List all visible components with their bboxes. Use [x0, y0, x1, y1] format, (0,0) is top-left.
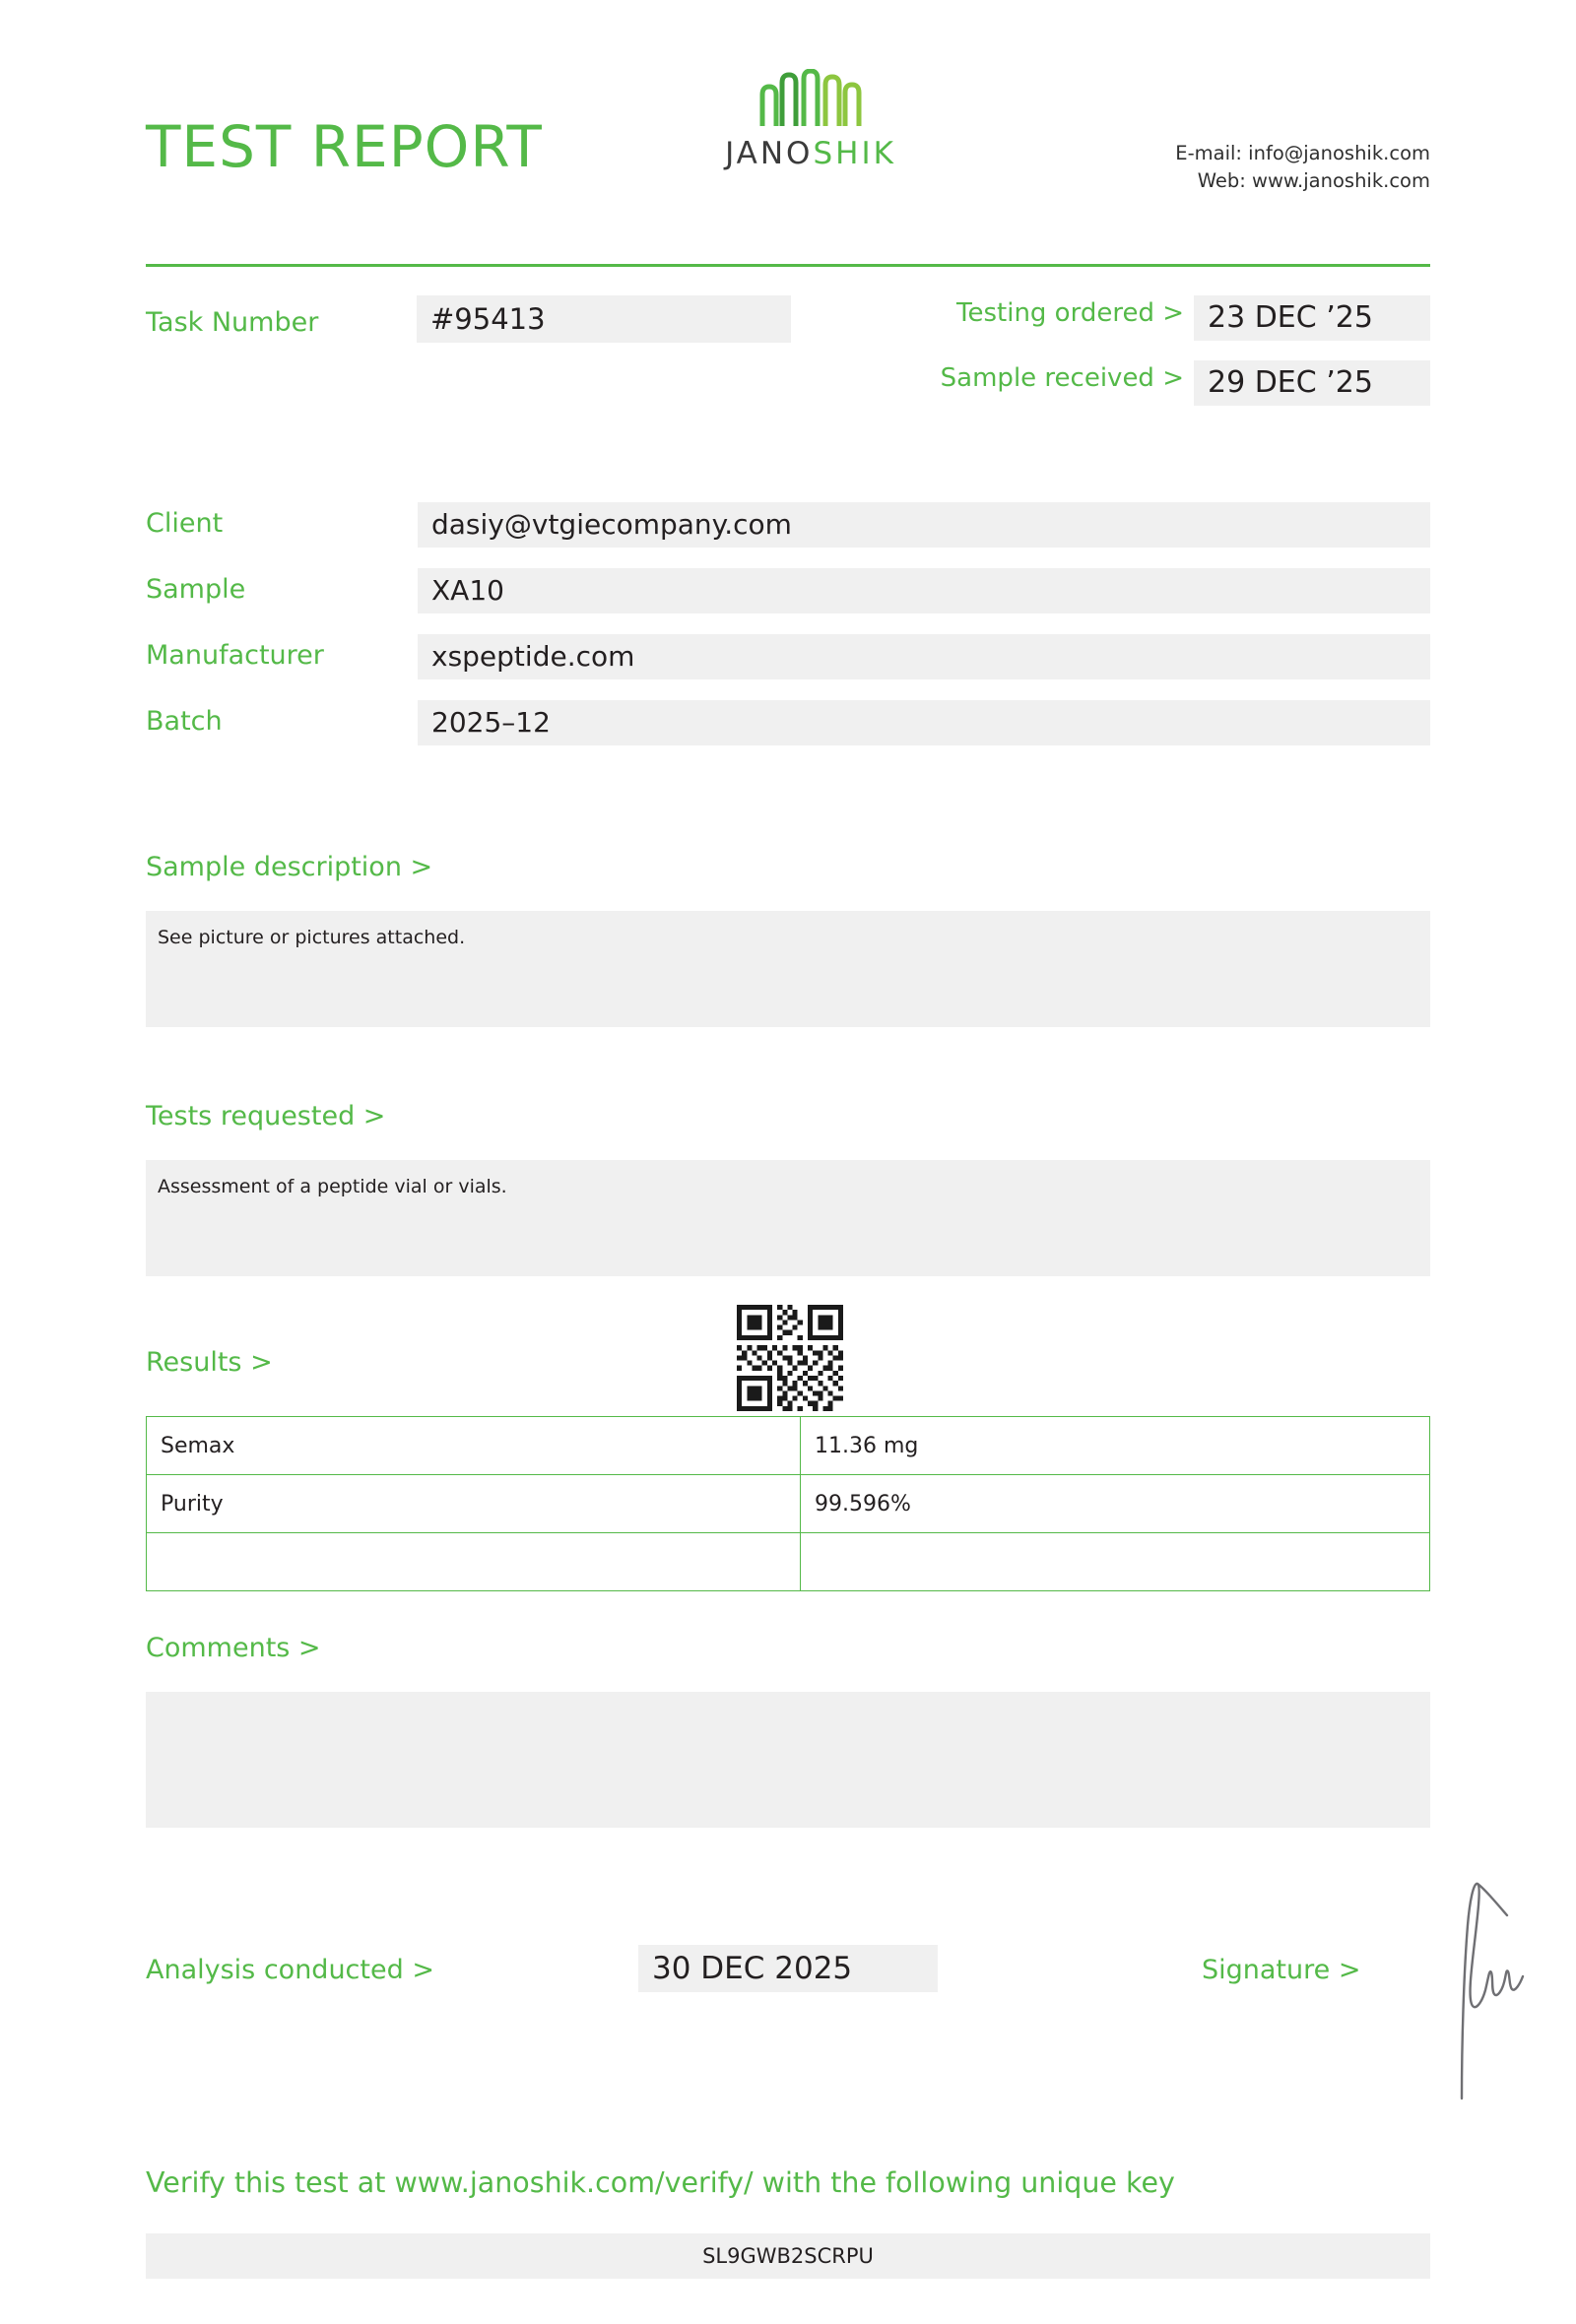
verify-text: Verify this test at www.janoshik.com/verify/ with the following unique key: [146, 2166, 1175, 2199]
info-block: [146, 502, 1430, 766]
tests-requested-text: Assessment of a peptide vial or vials.: [158, 1176, 507, 1197]
results-title: Results >: [146, 1347, 273, 1378]
tests-requested-box: [146, 1160, 1430, 1276]
sample-value: XA10: [418, 568, 1430, 613]
qr-code: [737, 1305, 843, 1411]
result-name-0: Semax: [147, 1417, 801, 1475]
signature-image: [1426, 1866, 1564, 2102]
result-name-2: [147, 1533, 801, 1591]
testing-ordered-label: Testing ordered >: [956, 298, 1184, 328]
info-row-batch: [146, 700, 1430, 751]
analysis-conducted-label: Analysis conducted >: [146, 1955, 434, 1985]
sample-label: Sample: [146, 574, 246, 605]
sample-received-label: Sample received >: [940, 363, 1184, 393]
manufacturer-label: Manufacturer: [146, 640, 324, 671]
table-row: [147, 1417, 1430, 1475]
unique-key: SL9GWB2SCRPU: [146, 2233, 1430, 2279]
janoshik-logo: [683, 69, 939, 171]
result-value-2: [801, 1533, 1430, 1591]
contact-web: Web: www.janoshik.com: [1197, 169, 1430, 193]
contact-block: [1175, 140, 1430, 196]
sample-description-box: [146, 911, 1430, 1027]
comments-title: Comments >: [146, 1633, 321, 1663]
task-number-value: #95413: [417, 295, 791, 343]
signature-label: Signature >: [1202, 1955, 1361, 1985]
result-value-1: 99.596%: [801, 1475, 1430, 1533]
page-title: TEST REPORT: [146, 113, 543, 180]
manufacturer-value: xspeptide.com: [418, 634, 1430, 679]
task-row: [146, 295, 1430, 414]
sample-description-title: Sample description >: [146, 852, 433, 882]
analysis-conducted-value: 30 DEC 2025: [638, 1945, 938, 1992]
logo-text-dark: JANO: [725, 136, 814, 171]
batch-value: 2025–12: [418, 700, 1430, 745]
header-divider: [146, 264, 1430, 267]
client-label: Client: [146, 508, 224, 539]
testing-ordered-value: 23 DEC ’25: [1194, 295, 1430, 341]
sample-description-text: See picture or pictures attached.: [158, 927, 466, 948]
logo-mountain-icon: [683, 69, 939, 130]
task-number-label: Task Number: [146, 307, 319, 338]
results-table: [146, 1416, 1430, 1591]
contact-email: E-mail: info@janoshik.com: [1175, 142, 1430, 164]
info-row-client: [146, 502, 1430, 553]
result-value-0: 11.36 mg: [801, 1417, 1430, 1475]
logo-text-green: SHIK: [813, 136, 896, 171]
info-row-manufacturer: [146, 634, 1430, 685]
table-row: [147, 1533, 1430, 1591]
tests-requested-title: Tests requested >: [146, 1101, 386, 1131]
report-header: [146, 0, 1430, 197]
table-row: [147, 1475, 1430, 1533]
result-name-1: Purity: [147, 1475, 801, 1533]
comments-box: [146, 1692, 1430, 1828]
analysis-row: [146, 1945, 1430, 2014]
info-row-sample: [146, 568, 1430, 619]
logo-wordmark: [683, 136, 939, 171]
client-value: dasiy@vtgiecompany.com: [418, 502, 1430, 548]
sample-received-value: 29 DEC ’25: [1194, 360, 1430, 406]
batch-label: Batch: [146, 706, 223, 737]
